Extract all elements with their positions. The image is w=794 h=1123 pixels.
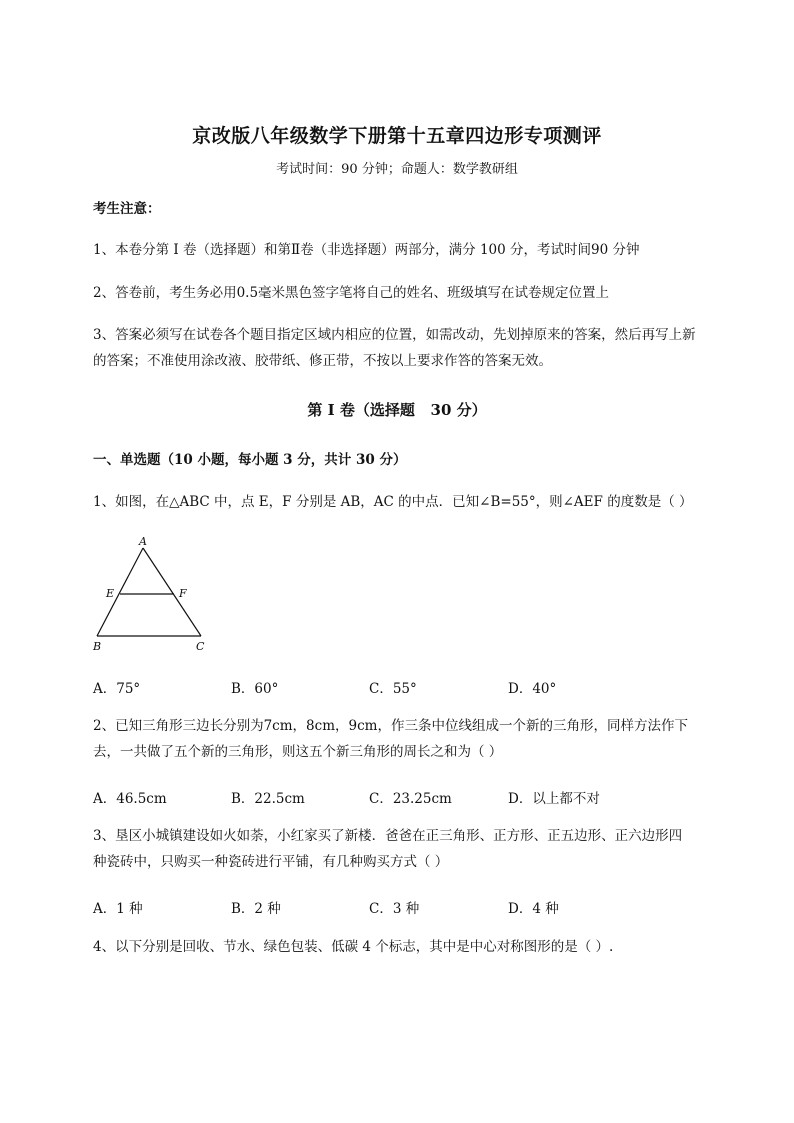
section-title: 第 I 卷（选择题 30 分） bbox=[307, 401, 487, 419]
question-1-option-a: A．75° bbox=[93, 681, 141, 697]
edge-ab bbox=[97, 548, 143, 636]
label-e: E bbox=[106, 587, 115, 600]
question-4-text: 4、以下分别是回收、节水、绿色包装、低碳 4 个标志，其中是中心对称图形的是（ ）. bbox=[93, 939, 614, 955]
triangle-figure bbox=[85, 533, 215, 655]
notice-item-2: 2、答卷前，考生务必用0.5毫米黑色签字笔将自己的姓名、班级填写在试卷规定位置上 bbox=[93, 285, 610, 301]
question-2-option-d: D．以上都不对 bbox=[508, 791, 600, 807]
question-3-option-d: D．4 种 bbox=[508, 901, 559, 917]
label-f: F bbox=[179, 587, 187, 600]
page-subtitle: 考试时间：90 分钟；命题人：数学教研组 bbox=[276, 162, 518, 177]
notice-heading: 考生注意： bbox=[93, 201, 161, 217]
edge-ac bbox=[143, 548, 201, 636]
page-title: 京改版八年级数学下册第十五章四边形专项测评 bbox=[192, 125, 602, 147]
notice-item-1: 1、本卷分第 I 卷（选择题）和第Ⅱ卷（非选择题）两部分，满分 100 分，考试时间90 分钟 bbox=[93, 242, 640, 258]
question-2-text: 2、已知三角形三边长分别为7cm，8cm，9cm，作三条中位线组成一个新的三角形，同样方法作下 bbox=[93, 718, 688, 734]
question-3-text-cont: 种瓷砖中，只购买一种瓷砖进行平铺，有几种购买方式（ ） bbox=[93, 854, 449, 870]
question-2-text-cont: 去，一共做了五个新的三角形，则这五个新三角形的周长之和为（ ） bbox=[93, 744, 503, 760]
question-1-option-c: C．55° bbox=[369, 681, 417, 697]
label-b: B bbox=[93, 640, 102, 653]
question-2-option-c: C．23.25cm bbox=[369, 791, 452, 807]
question-3-option-a: A．1 种 bbox=[93, 901, 143, 917]
question-1-option-d: D．40° bbox=[508, 681, 557, 697]
question-3-option-b: B．2 种 bbox=[231, 901, 281, 917]
question-1-option-b: B．60° bbox=[231, 681, 279, 697]
notice-item-3-cont: 的答案；不准使用涂改液、胶带纸、修正带，不按以上要求作答的答案无效。 bbox=[93, 353, 552, 369]
question-3-option-c: C．3 种 bbox=[369, 901, 420, 917]
notice-item-3: 3、答案必须写在试卷各个题目指定区域内相应的位置，如需改动，先划掉原来的答案，然后再写上新 bbox=[93, 327, 696, 343]
question-2-option-a: A．46.5cm bbox=[93, 791, 167, 807]
question-2-option-b: B．22.5cm bbox=[231, 791, 305, 807]
question-3-text: 3、垦区小城镇建设如火如荼，小红家买了新楼．爸爸在正三角形、正方形、正五边形、正六边形四 bbox=[93, 828, 683, 844]
label-c: C bbox=[196, 640, 205, 653]
question-1-text: 1、如图，在△ABC 中，点 E，F 分别是 AB，AC 的中点．已知∠B=55°，则∠AEF 的度数是（ ） bbox=[93, 494, 693, 510]
label-a: A bbox=[139, 535, 147, 548]
part-heading: 一、单选题（10 小题，每小题 3 分，共计 30 分） bbox=[93, 452, 407, 468]
